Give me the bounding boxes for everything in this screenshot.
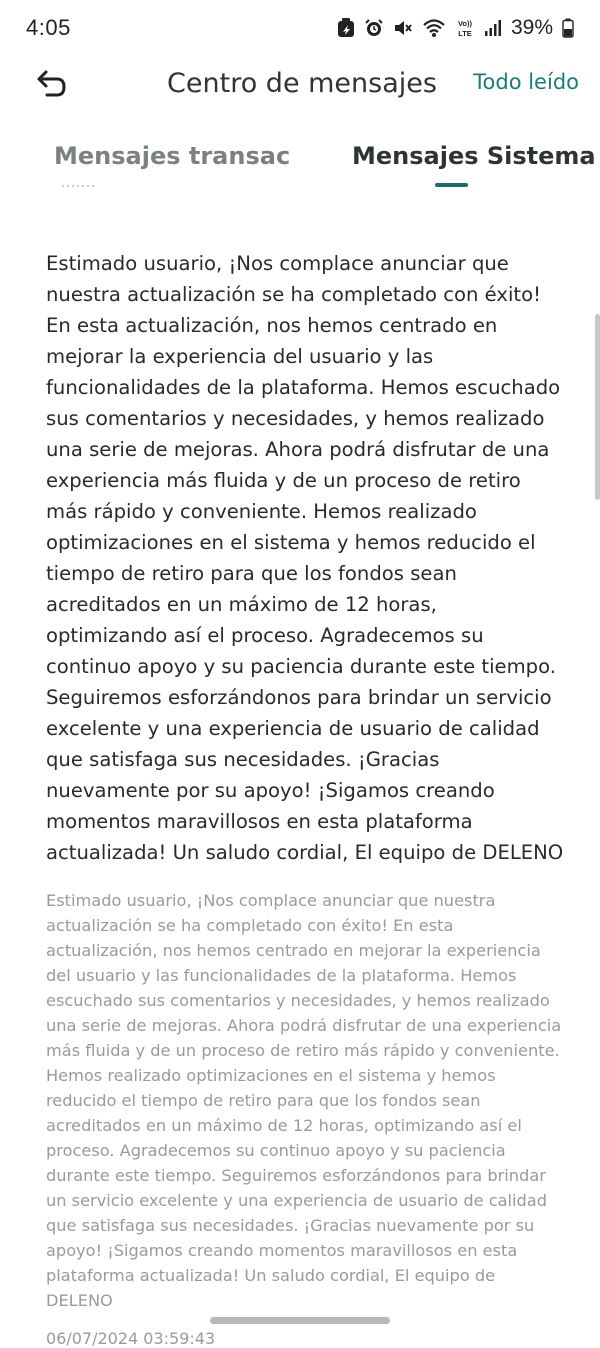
scrollbar[interactable] bbox=[595, 314, 600, 500]
svg-text:LTE: LTE bbox=[458, 29, 472, 38]
message-item[interactable] bbox=[46, 248, 564, 1348]
header bbox=[0, 56, 600, 112]
wifi-icon bbox=[422, 18, 446, 38]
battery-icon bbox=[562, 18, 574, 38]
home-indicator[interactable] bbox=[210, 1317, 390, 1324]
signal-icon bbox=[484, 19, 502, 37]
page-title: Centro de mensajes bbox=[167, 68, 437, 99]
status-time: 4:05 bbox=[26, 15, 71, 40]
tab-overflow-indicator bbox=[62, 185, 94, 187]
mark-all-read-button[interactable]: Todo leído bbox=[473, 70, 579, 94]
message-tabs bbox=[0, 130, 600, 194]
svg-text:Vo)): Vo)) bbox=[457, 19, 472, 28]
message-preview: Estimado usuario, ¡Nos complace anunciar que nuestra actualización se ha completado con éxito! En esta actualización, nos hemos centrado en mejorar la experiencia del usuario y las funcionalidades de la plataforma. Hemos escuchado sus comentarios y necesidades, y hemos realizado una serie de mejoras. Ahora podrá disfrutar de una experiencia más fluida y de un proceso de retiro más rápido y conveniente. Hemos realizado optimizaciones en el sistema y hemos reducido el tiempo de retiro para que los fondos sean acreditados en un máximo de 12 horas, optimizando así el proceso. Agradecemos su continuo apoyo y su paciencia durante este tiempo. Seguiremos esforzándonos para brindar un servicio excelente y una experiencia de usuario de calidad que satisfaga sus necesidades. ¡Gracias nuevamente por su apoyo! ¡Sigamos creando momentos maravillosos en esta plataforma actualizada! Un saludo cordial, El equipo de DELENO bbox=[46, 891, 562, 1310]
alarm-clock-icon bbox=[364, 18, 384, 38]
status-icons bbox=[337, 16, 574, 40]
volte-icon bbox=[455, 18, 475, 38]
message-date: 06/07/2024 03:59:43 bbox=[46, 1329, 216, 1348]
mute-icon bbox=[393, 18, 413, 38]
tab-transaction-messages[interactable]: Mensajes transac bbox=[54, 142, 291, 170]
alarm-app-icon bbox=[337, 18, 355, 38]
battery-percent: 39% bbox=[510, 16, 553, 39]
status-bar bbox=[0, 0, 600, 56]
tab-system-messages[interactable]: Mensajes Sistema bbox=[352, 142, 596, 170]
active-tab-indicator bbox=[435, 183, 468, 187]
message-body: Estimado usuario, ¡Nos complace anunciar que nuestra actualización se ha completado con éxito! En esta actualización, nos hemos centrado en mejorar la experiencia del usuario y las funcionalidades de la plataforma. Hemos escuchado sus comentarios y necesidades, y hemos realizado una serie de mejoras. Ahora podrá disfrutar de una experiencia más fluida y de un proceso de retiro más rápido y conveniente. Hemos realizado optimizaciones en el sistema y hemos reducido el tiempo de retiro para que los fondos sean acreditados en un máximo de 12 horas, optimizando así el proceso. Agradecemos su continuo apoyo y su paciencia durante este tiempo. Seguiremos esforzándonos para brindar un servicio excelente y una experiencia de usuario de calidad que satisfaga sus necesidades. ¡Gracias nuevamente por su apoyo! ¡Sigamos creando momentos maravillosos en esta plataforma actualizada! Un saludo cordial, El equipo de DELENO bbox=[46, 252, 564, 864]
